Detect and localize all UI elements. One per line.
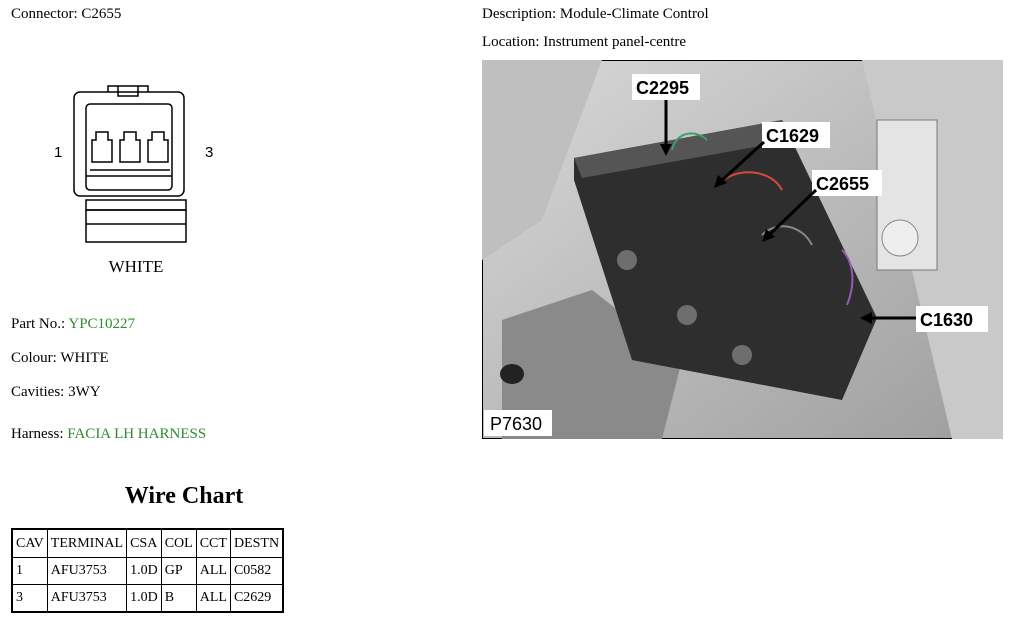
photo-reference-tag <box>484 410 552 436</box>
cell-col: GP <box>161 558 196 585</box>
table-row <box>12 585 283 613</box>
connector-label: Connector: <box>11 6 78 22</box>
svg-text:C2655: C2655 <box>816 174 870 194</box>
connector-value: C2655 <box>81 6 122 22</box>
svg-text:C1629: C1629 <box>766 126 820 146</box>
header-cav: CAV <box>12 529 47 558</box>
table-row <box>12 558 283 585</box>
location-line <box>482 34 686 51</box>
location-photo <box>482 60 1003 439</box>
harness-line <box>11 426 206 443</box>
table-header-row <box>12 529 283 558</box>
colour-value: WHITE <box>60 350 109 366</box>
pin-1-label: 1 <box>54 144 63 161</box>
svg-text:C2295: C2295 <box>636 78 690 98</box>
cell-cct: ALL <box>196 558 230 585</box>
part-number-label: Part No.: <box>11 316 66 332</box>
cavities-line <box>11 384 101 401</box>
cell-terminal: AFU3753 <box>47 558 126 585</box>
cell-terminal: AFU3753 <box>47 585 126 613</box>
colour-line <box>11 350 109 367</box>
description-label: Description: <box>482 6 557 22</box>
harness-label: Harness: <box>11 426 64 442</box>
cavities-value: 3WY <box>68 384 101 400</box>
cell-cct: ALL <box>196 585 230 613</box>
harness-link[interactable]: FACIA LH HARNESS <box>67 426 207 442</box>
connector-face-diagram <box>50 80 230 280</box>
cell-col: B <box>161 585 196 613</box>
cell-destn: C0582 <box>230 558 283 585</box>
cavities-label: Cavities: <box>11 384 65 400</box>
cell-cav: 3 <box>12 585 47 613</box>
cell-destn: C2629 <box>230 585 283 613</box>
header-col: COL <box>161 529 196 558</box>
location-value: Instrument panel-centre <box>543 34 687 50</box>
header-cct: CCT <box>196 529 230 558</box>
pin-3-label: 3 <box>205 144 214 161</box>
description-value: Module-Climate Control <box>559 6 709 22</box>
colour-label: Colour: <box>11 350 57 366</box>
wire-chart-title: Wire Chart <box>124 483 244 509</box>
part-number-line <box>11 316 135 333</box>
wire-chart-table <box>11 528 284 613</box>
header-csa: CSA <box>127 529 162 558</box>
location-label: Location: <box>482 34 540 50</box>
svg-text:P7630: P7630 <box>490 414 543 434</box>
part-number-link[interactable]: YPC10227 <box>68 316 136 332</box>
cell-csa: 1.0D <box>127 585 162 613</box>
description-line <box>482 6 709 23</box>
cell-cav: 1 <box>12 558 47 585</box>
connector-heading <box>11 6 121 23</box>
diagram-colour-caption: WHITE <box>108 257 164 276</box>
cell-csa: 1.0D <box>127 558 162 585</box>
header-destn: DESTN <box>230 529 283 558</box>
svg-text:C1630: C1630 <box>920 310 974 330</box>
header-terminal: TERMINAL <box>47 529 126 558</box>
